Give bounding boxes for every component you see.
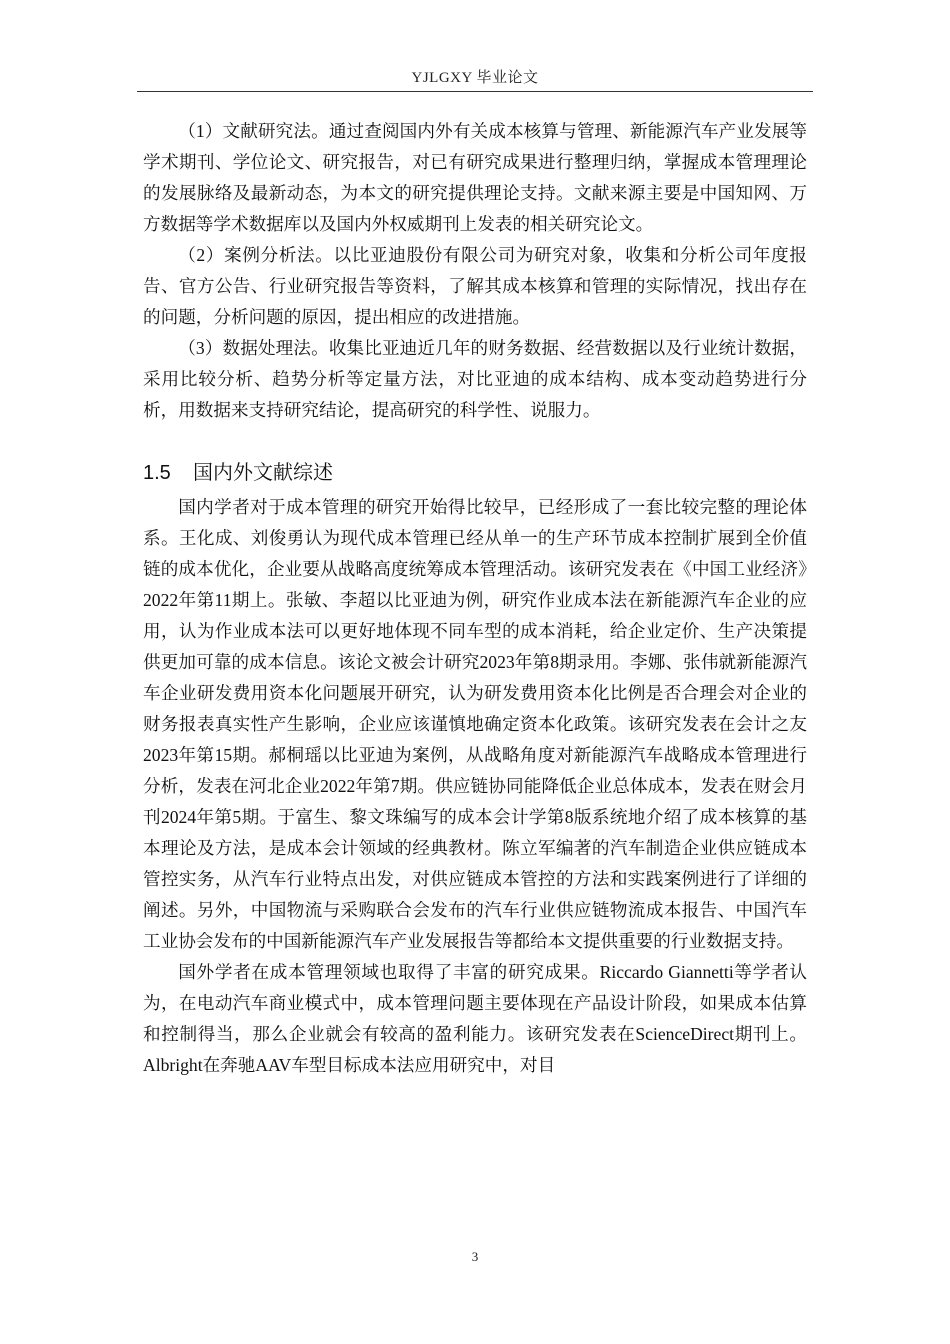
page-number: 3	[471, 1249, 479, 1264]
paragraph-method-case: （2）案例分析法。以比亚迪股份有限公司为研究对象，收集和分析公司年度报告、官方公告、行业研究报告等资料，了解其成本核算和管理的实际情况，找出存在的问题，分析问题的原因，提出相应的改进措施。	[143, 245, 807, 327]
section-heading	[143, 458, 807, 488]
paragraph-method-data: （3）数据处理法。收集比亚迪近几年的财务数据、经营数据以及行业统计数据，采用比较分析、趋势分析等定量方法，对比亚迪的成本结构、成本变动趋势进行分析，用数据来支持研究结论，提高研究的科学性、说服力。	[143, 338, 807, 420]
paragraph-foreign-review: 国外学者在成本管理领域也取得了丰富的研究成果。Riccardo Giannetti等学者认为，在电动汽车商业模式中，成本管理问题主要体现在产品设计阶段，如果成本估算和控制得当，那么企业就会有较高的盈利能力。该研究发表在ScienceDirect期刊上。Albright在奔驰AAV车型目标成本法应用研究中，对目	[143, 962, 807, 1075]
body-content	[143, 116, 807, 1081]
section-number: 1.5	[143, 462, 171, 484]
header-divider	[137, 91, 813, 92]
page-header: YJLGXY 毕业论文	[411, 70, 539, 86]
paragraph-method-literature: （1）文献研究法。通过查阅国内外有关成本核算与管理、新能源汽车产业发展等学术期刊、学位论文、研究报告，对已有研究成果进行整理归纳，掌握成本管理理论的发展脉络及最新动态，为本文的研究提供理论支持。文献来源主要是中国知网、万方数据等学术数据库以及国内外权威期刊上发表的相关研究论文。	[143, 121, 807, 234]
section-title: 国内外文献综述	[193, 462, 333, 484]
paragraph-domestic-review: 国内学者对于成本管理的研究开始得比较早，已经形成了一套比较完整的理论体系。王化成、刘俊勇认为现代成本管理已经从单一的生产环节成本控制扩展到全价值链的成本优化，企业要从战略高度统筹成本管理活动。该研究发表在《中国工业经济》2022年第11期上。张敏、李超以比亚迪为例，研究作业成本法在新能源汽车企业的应用，认为作业成本法可以更好地体现不同车型的成本消耗，给企业定价、生产决策提供更加可靠的成本信息。该论文被会计研究2023年第8期录用。李娜、张伟就新能源汽车企业研发费用资本化问题展开研究，认为研发费用资本化比例是否合理会对企业的财务报表真实性产生影响，企业应该谨慎地确定资本化政策。该研究发表在会计之友2023年第15期。郝桐瑶以比亚迪为案例，从战略角度对新能源汽车战略成本管理进行分析，发表在河北企业2022年第7期。供应链协同能降低企业总体成本，发表在财会月刊2024年第5期。于富生、黎文珠编写的成本会计学第8版系统地介绍了成本核算的基本理论及方法，是成本会计领域的经典教材。陈立军编著的汽车制造企业供应链成本管控实务，从汽车行业特点出发，对供应链成本管控的方法和实践案例进行了详细的阐述。另外，中国物流与采购联合会发布的汽车行业供应链物流成本报告、中国汽车工业协会发布的中国新能源汽车产业发展报告等都给本文提供重要的行业数据支持。	[143, 497, 807, 951]
